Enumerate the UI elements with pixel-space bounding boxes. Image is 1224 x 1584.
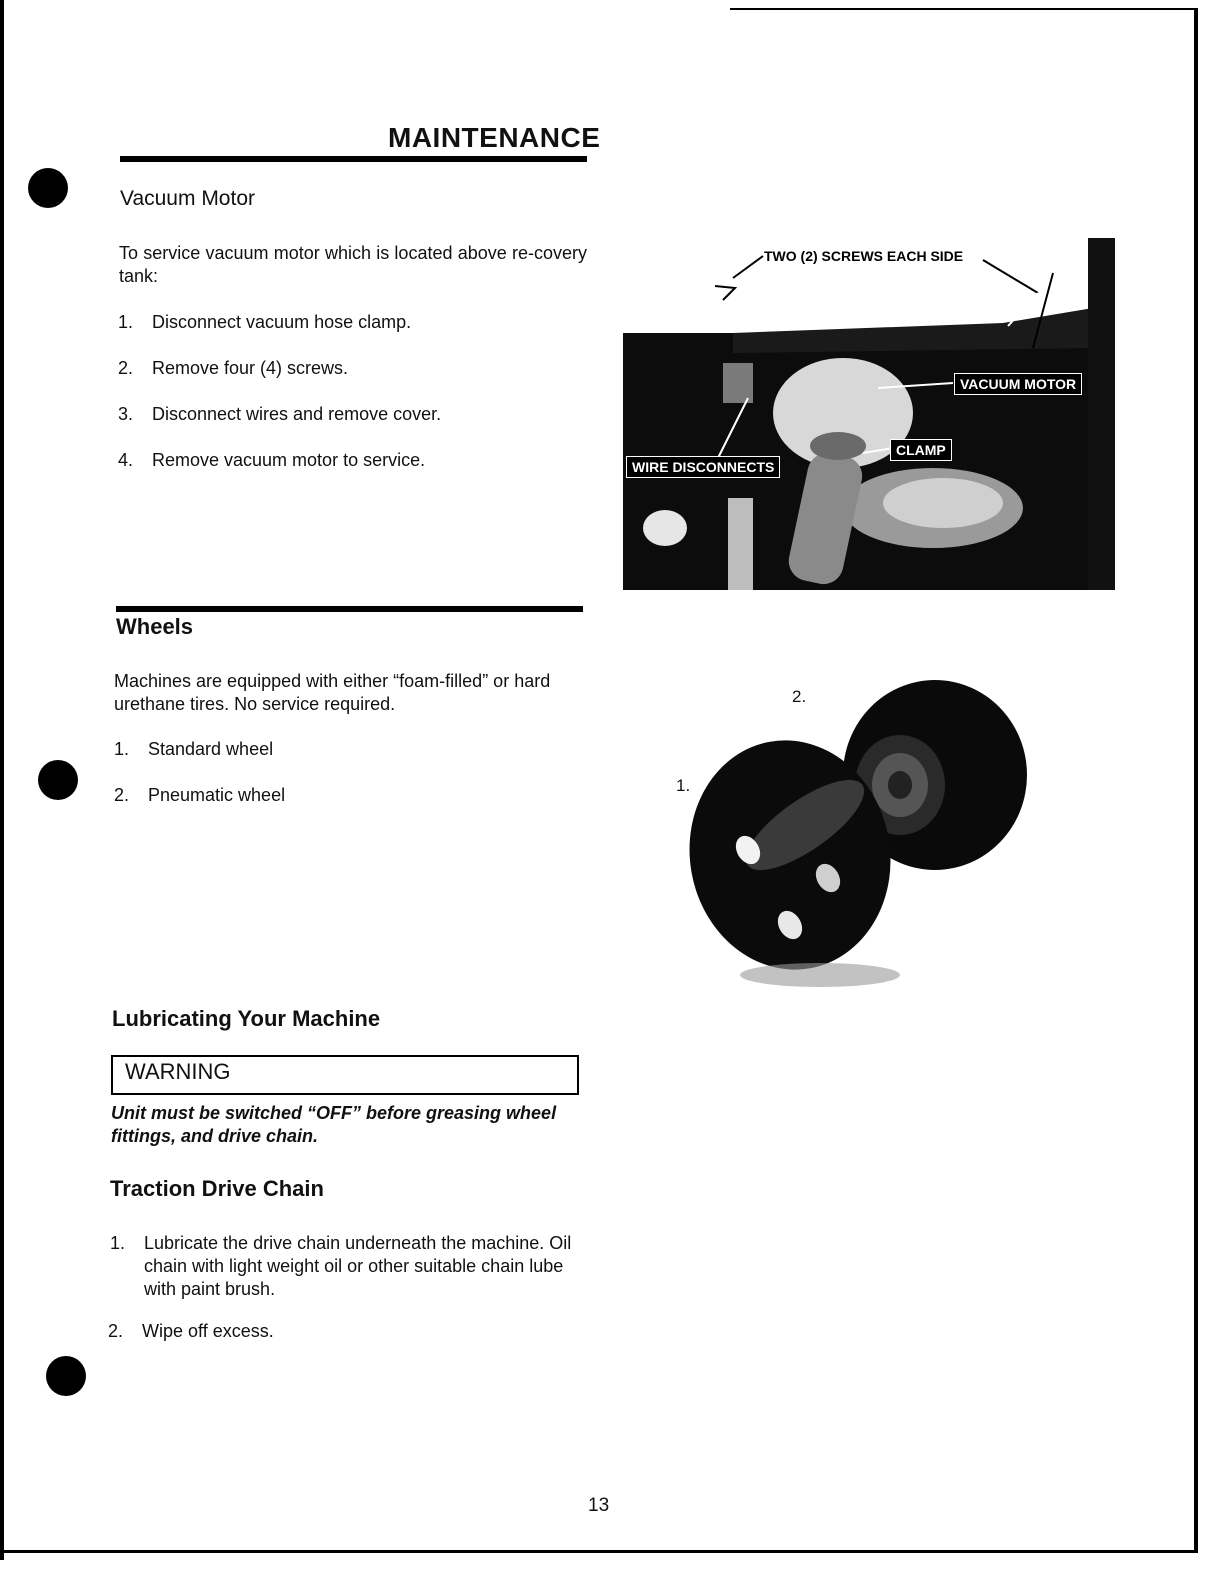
title-rule: [120, 156, 587, 162]
traction-heading: Traction Drive Chain: [110, 1176, 324, 1201]
wheel-item: [114, 738, 273, 761]
step-text: Wipe off excess.: [142, 1321, 274, 1341]
page-number: 13: [588, 1495, 610, 1516]
binder-hole-bottom: [46, 1356, 86, 1396]
binder-hole-middle: [38, 760, 78, 800]
item-text: Pneumatic wheel: [148, 785, 286, 805]
label-wire-disconnects: WIRE DISCONNECTS: [626, 456, 780, 478]
label-clamp: CLAMP: [890, 439, 952, 461]
wheel-label-2: 2.: [792, 687, 807, 706]
step-number: 1.: [110, 1233, 126, 1253]
item-number: 1.: [114, 739, 130, 759]
warning-box: [111, 1055, 579, 1095]
vacuum-step: [118, 403, 441, 426]
warning-text: Unit must be switched “OFF” before greasing wheel fittings, and drive chain.: [111, 1103, 557, 1146]
page-title: MAINTENANCE: [388, 122, 601, 153]
warning-label: WARNING: [125, 1059, 231, 1084]
vacuum-step: [118, 311, 411, 334]
wheel-label-1: 1.: [676, 776, 691, 795]
label-two-screws: TWO (2) SCREWS EACH SIDE: [764, 248, 964, 264]
step-text: Disconnect vacuum hose clamp.: [152, 312, 412, 332]
vacuum-step: [118, 357, 348, 380]
step-number: 2.: [108, 1321, 124, 1341]
right-border: [1194, 8, 1198, 1552]
binder-hole-top: [28, 168, 68, 208]
wheel-item: [114, 784, 285, 807]
lubricating-heading: Lubricating Your Machine: [112, 1006, 381, 1031]
vacuum-intro: To service vacuum motor which is located above re-covery tank:: [119, 243, 587, 286]
left-border: [0, 0, 4, 1560]
wheels-illustration: [650, 650, 1110, 1000]
step-text: Lubricate the drive chain underneath the machine. Oil chain with light weight oil or other suitable chain lube with paint brush.: [144, 1233, 572, 1299]
wheels-heading: Wheels: [116, 614, 194, 639]
label-vacuum-motor: VACUUM MOTOR: [954, 373, 1082, 395]
vacuum-motor-photo: [623, 238, 1115, 590]
step-number: 1.: [118, 312, 134, 332]
vacuum-motor-illustration: [623, 238, 1115, 590]
step-number: 4.: [118, 450, 134, 470]
wheels-photo: [650, 650, 1110, 1000]
wheels-rule: [116, 606, 583, 612]
top-border: [730, 8, 1198, 10]
bottom-border: [0, 1550, 1198, 1553]
traction-step: [108, 1320, 274, 1343]
wheels-intro: Machines are equipped with either “foam-filled” or hard urethane tires. No service required.: [114, 671, 551, 714]
item-number: 2.: [114, 785, 130, 805]
step-text: Remove four (4) screws.: [152, 358, 349, 378]
step-text: Disconnect wires and remove cover.: [152, 404, 442, 424]
vacuum-heading: Vacuum Motor: [120, 187, 255, 210]
step-text: Remove vacuum motor to service.: [152, 450, 426, 470]
item-text: Standard wheel: [148, 739, 274, 759]
vacuum-step: [118, 449, 425, 472]
traction-step: [110, 1232, 580, 1301]
step-number: 3.: [118, 404, 134, 424]
step-number: 2.: [118, 358, 134, 378]
